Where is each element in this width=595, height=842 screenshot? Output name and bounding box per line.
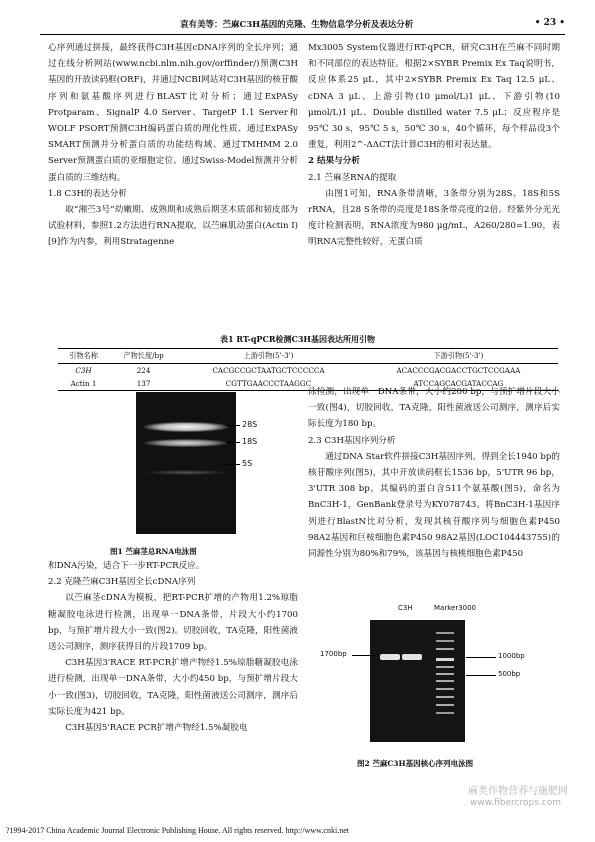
label-500bp: 500bp — [498, 670, 521, 678]
right-column-top — [308, 40, 560, 251]
watermark-cn: 麻类作物营养与施肥网 — [468, 786, 568, 797]
section-2-3-heading: 2.3 C3H基因序列分析 — [308, 435, 396, 446]
marker-band — [436, 696, 454, 698]
paragraph-rtqpcr: Mx3005 System仪器进行RT-qPCR，研究C3H在苎麻不同时期和不同部位的表达特征。根据2×SYBR Premix Ex Taq说明书，反应体系25 μL，其中2×SYBR Premix Ex Taq 12.5 μL、cDNA 3 μL、上游引物(10 μmol/L)1 μL、下游引物(10 μmol/L)1 μL、Double distilled water 7.5 μL；反应程序是95℃ 30 s，95℃ 5 s，50℃ 30 s，40个循环，每个样品设3个重复，利用2^-ΔΔCT法计算C3H的相对表达量。 — [308, 43, 560, 151]
left-column-top — [48, 40, 298, 251]
section-2-1-heading: 2.1 苎麻茎RNA的提取 — [308, 172, 397, 183]
running-header — [0, 14, 595, 34]
marker-band — [436, 632, 454, 634]
label-1700bp: 1700bp — [320, 650, 347, 658]
figure-1-caption: 图1 苎麻茎总RNA电泳图 — [110, 547, 197, 556]
table-cell: Actin 1 — [70, 379, 97, 388]
marker-band — [436, 688, 454, 690]
left-column-bottom — [48, 558, 298, 736]
figure-2-caption: 图2 苎麻C3H基因核心序列电泳图 — [357, 759, 474, 768]
right-column-middle — [308, 384, 560, 562]
arrow-1700bp — [352, 655, 376, 656]
paragraph-2-2-a: 以苎麻茎cDNA为模板，把RT-PCR扩增的产物用1.2%琼脂糖凝胶电泳进行检测，出现单一DNA条带，片段大小约1700 bp，与预扩增片段大小一致(图2)。切胶回收，TA克隆，阳性菌液送公司测序，测序获得目的片段1709 bp。 — [48, 593, 298, 653]
table-cell: CGTTGAACCCTAAGGC — [225, 379, 312, 388]
col-reverse-primer: 下游引物(5'-3') — [433, 351, 484, 360]
arrow-500bp — [466, 675, 496, 676]
table-cell: 137 — [136, 379, 151, 388]
paragraph-2-3: 通过DNA Star软件拼接C3H基因序列，得到全长1940 bp的核苷酸序列(图5)，其中开放读码框长1536 bp，5'UTR 96 bp，3'UTR 308 bp，其编码的蛋白含511个氨基酸(图5)，命名为BnC3H-1，GenBank登录号为KY078743。将BnC3H-1基因序列进行BlastN比对分析，发现其核苷酸序列与细胞色素P450 98A2基因和巨桉细胞色素P450 98A2基因(LOC104443755)的同源性分别为80%和79%，该基因与核桃细胞色素P450 — [308, 451, 560, 560]
marker-band — [436, 658, 454, 661]
marker-band — [436, 712, 454, 714]
marker-band — [436, 680, 454, 682]
marker-band — [436, 648, 454, 650]
band-c3h-lane1 — [380, 654, 400, 660]
lane-label-c3h: C3H — [398, 604, 413, 612]
marker-band — [436, 666, 454, 668]
band-c3h-lane2 — [402, 654, 422, 660]
pointer-line — [226, 464, 240, 465]
table-cell: 224 — [136, 366, 151, 375]
col-product-length: 产物长度/bp — [123, 351, 164, 360]
fig1-label-area — [240, 424, 241, 494]
paragraph-methods-analysis: 心序列通过拼接，最终获得C3H基因cDNA序列的全长序列；通过在线分析网站(www.ncbi.nlm.nih.gov/orffinder/)预测C3H基因的开放读码框(ORF)，并通过NCBI网站对C3H基因的核苷酸序列和氨基酸序列进行BLAST比对分析；通过ExPASy Protparam、SignalP 4.0 Server、TargetP 1.1 Server和WOLF PSORT预测C3H编码蛋白质的理化性质、通过ExPASy SMART预测并分析蛋白质的功能结构域、通过TMHMM 2.0 Server预测蛋白质的亚细胞定位、通过Swiss-Model预测并分析蛋白质的三维结构。 — [48, 43, 298, 183]
label-5s: 5S — [242, 459, 253, 468]
paragraph-1-8: 取“湘苎3号”幼嫩期、成熟期和成熟后期茎木质部和韧皮部为试验材料，参照1.2方法进行RNA提取，以苎麻肌动蛋白(Actin I)[9]作为内参，利用Stratagenne — [48, 205, 298, 248]
band-18s — [144, 439, 228, 447]
paragraph-2-2-c: C3H基因5'RACE PCR扩增产物经1.5%凝胶电 — [65, 723, 248, 734]
col-forward-primer: 上游引物(5'-3') — [243, 351, 294, 360]
label-28s: 28S — [242, 420, 258, 429]
page-number: • 23 • — [534, 18, 565, 28]
table-title: 表1 RT-qPCR检测C3H基因表达所用引物 — [220, 334, 375, 344]
section-2-2-heading: 2.2 克隆苎麻C3H基因全长cDNA序列 — [48, 577, 196, 588]
pointer-line — [226, 425, 240, 426]
col-primer-name: 引物名称 — [69, 351, 98, 360]
pointer-line — [226, 442, 240, 443]
paragraph-2-1: 由图1可知，RNA条带清晰，3条带分别为28S、18S和5S rRNA，且28 S条带的亮度是18S条带亮度的2倍。经紫外分光光度计检测表明，RNA浓度为980 μg/mL，A260/280=1.90，表明RNA完整性较好，无蛋白质 — [308, 188, 560, 248]
table-cell: ATCCAGCACGATACCAG — [413, 379, 504, 388]
lane-label-marker: Marker3000 — [434, 604, 477, 612]
table-row — [58, 364, 558, 378]
paragraph-dna-pollution: 和DNA污染，适合下一步RT-PCR反应。 — [48, 561, 205, 571]
watermark-url: www.fibercrops.com — [470, 798, 561, 808]
header-title: 袁有美等：苎麻C3H基因的克隆、生物信息学分析及表达分析 — [180, 20, 414, 30]
band-28s — [144, 422, 228, 432]
label-18s: 18S — [242, 437, 258, 446]
paragraph-2-2-b: C3H基因3'RACE RT-PCR扩增产物经1.5%琼脂糖凝胶电泳进行检测，出现单一DNA条带，大小约450 bp，与预扩增片段大小一致(图3)，切胶回收，TA克隆，阳性菌液送公司测序，测序后实际长度为421 bp。 — [48, 658, 298, 717]
section-1-8-heading: 1.8 C3H的表达分析 — [48, 188, 127, 199]
marker-band — [436, 673, 454, 675]
band-5s — [146, 470, 226, 475]
copyright-footer: ?1994-2017 China Academic Journal Electronic Publishing House. All rights reserved. http://www.cnki.net — [6, 826, 349, 835]
table-cell: ACACCCGACGACCTGCTCCGAAA — [396, 366, 521, 375]
marker-band — [436, 640, 454, 642]
table-cell: C3H — [75, 366, 92, 375]
table-cell: CACGCCGCTAATGCTCCCCCA — [212, 366, 325, 375]
header-rule — [40, 34, 565, 35]
rna-gel-image — [136, 392, 236, 534]
section-2-heading: 2 结果与分析 — [308, 156, 360, 167]
arrow-1000bp — [466, 657, 496, 658]
paragraph-5race: 泳检测，出现单一DNA条带，大小约200 bp，与预扩增片段大小一致(图4)，切胶回收，TA克隆，阳性菌液送公司测序，测序后实际长度为180 bp。 — [308, 387, 560, 430]
c3h-gel-image — [370, 620, 465, 742]
marker-band — [436, 704, 454, 706]
label-1000bp: 1000bp — [498, 652, 525, 660]
table-header-row — [58, 349, 558, 364]
